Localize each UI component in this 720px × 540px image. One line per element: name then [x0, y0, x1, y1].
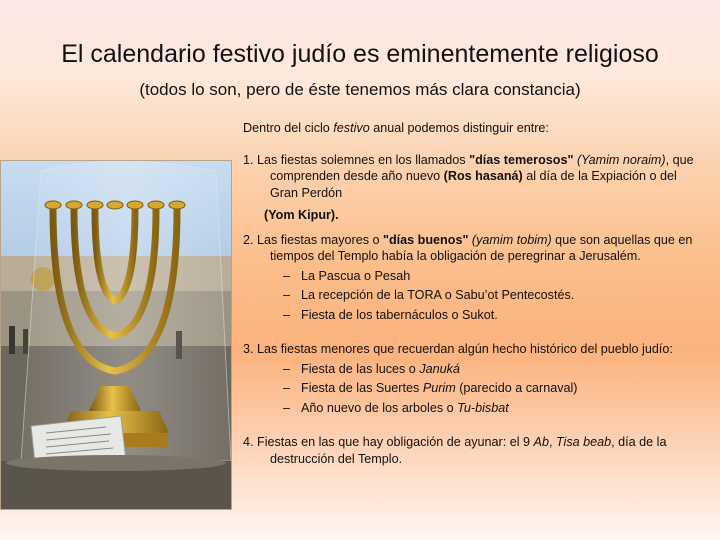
dash-icon: – — [283, 268, 291, 283]
intro-paragraph — [243, 120, 708, 137]
sub-item-sabuot — [243, 287, 708, 304]
menorah-photo — [0, 160, 232, 510]
item1-text-3: al día de la Expiación o del Gran Perdón — [270, 169, 677, 200]
sub-item-italic: Januká — [419, 361, 460, 376]
sub-item-text-2: (parecido a carnaval) — [455, 381, 578, 395]
slide-title: El calendario festivo judío es eminentemente religioso — [61, 40, 659, 68]
item2-text: 2. Las fiestas mayores o — [243, 232, 383, 247]
sub-item-text: La recepción de la TORA o Sabu’ot Pentecostés. — [301, 288, 575, 302]
sub-item-purim — [243, 380, 708, 397]
yom-kipur-line: (Yom Kipur). — [264, 208, 339, 222]
sub-item-text: La Pascua o Pesah — [301, 268, 411, 283]
list-item-2 — [243, 232, 708, 265]
list-item-1 — [243, 152, 708, 202]
sub-item-italic: Tu-bisbat — [457, 400, 509, 415]
dash-icon: – — [283, 400, 291, 415]
menorah-image-icon — [1, 161, 231, 509]
sub-item-text: Fiesta de los tabernáculos o Sukot. — [301, 307, 498, 322]
item1-bold-2: (Ros hasaná) — [443, 169, 523, 183]
dash-icon: – — [283, 381, 291, 395]
dash-icon: – — [283, 361, 291, 376]
item1-italic: (Yamim noraim) — [576, 152, 666, 167]
sub-item-text: Año nuevo de los arboles o — [301, 400, 458, 415]
intro-text: Dentro del ciclo — [243, 121, 334, 135]
sub-item-sukot — [243, 307, 708, 324]
item1-text: 1. Las fiestas solemnes en los llamados — [243, 152, 470, 167]
slide-body — [243, 120, 708, 467]
intro-italic: festivo — [333, 121, 370, 135]
list-item-3: 3. Las fiestas menores que recuerdan algún hecho histórico del pueblo judío: — [243, 342, 673, 356]
dash-icon: – — [283, 307, 291, 322]
item2-text-2: que son aquellas que en tiempos del Templo había la obligación de peregrinar a Jerusalém. — [270, 232, 693, 263]
item4-text-2: , día de la destrucción del Templo. — [270, 435, 667, 466]
dash-icon: – — [283, 288, 291, 302]
intro-text-end: anual podemos distinguir entre: — [369, 121, 549, 135]
item4-italic-2: Tisa beab — [555, 435, 612, 449]
sub-item-tubisbat — [243, 400, 708, 417]
item1-text-2: , que comprenden desde año nuevo — [270, 152, 694, 183]
slide-subtitle: (todos lo son, pero de éste tenemos más clara constancia) — [139, 80, 581, 99]
item4-comma: , — [548, 435, 556, 449]
item1-bold: "días temerosos" — [469, 152, 574, 167]
sub-item-pesah — [243, 268, 708, 285]
sub-item-italic: Purim — [422, 381, 456, 395]
sub-item-text: Fiesta de las Suertes — [301, 381, 423, 395]
sub-item-januka — [243, 361, 708, 378]
item4-italic: Ab — [533, 435, 549, 449]
item4-text: 4. Fiestas en las que hay obligación de ayunar: el 9 — [243, 435, 534, 449]
sub-item-text: Fiesta de las luces o — [301, 361, 420, 376]
list-item-4 — [243, 434, 708, 467]
item2-bold: "días buenos" — [383, 232, 469, 247]
item2-italic: (yamim tobim) — [471, 232, 552, 247]
